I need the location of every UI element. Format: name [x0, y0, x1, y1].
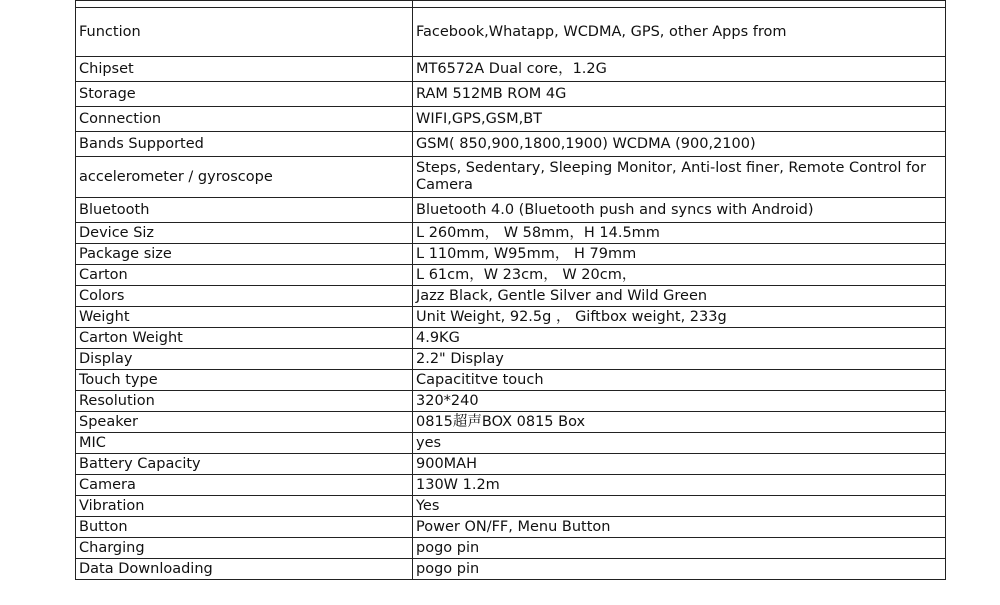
spec-value: L 61cm，W 23cm， W 20cm，: [413, 265, 946, 286]
spec-key: Charging: [76, 538, 413, 559]
spec-key: MIC: [76, 433, 413, 454]
spec-value: L 110mm, W95mm， H 79mm: [413, 244, 946, 265]
table-row: [76, 475, 946, 496]
spec-key: Chipset: [76, 57, 413, 82]
spec-value: 900MAH: [413, 454, 946, 475]
table-row: [76, 1, 946, 8]
table-row: [76, 328, 946, 349]
spec-value: Facebook,Whatapp, WCDMA, GPS, other Apps from: [413, 8, 946, 57]
spec-key: Speaker: [76, 412, 413, 433]
spec-table: [75, 0, 946, 580]
table-row: [76, 433, 946, 454]
table-row: [76, 8, 946, 57]
table-row: [76, 286, 946, 307]
spec-value: pogo pin: [413, 538, 946, 559]
table-row: [76, 57, 946, 82]
spec-key: Display: [76, 349, 413, 370]
spec-key: Connection: [76, 107, 413, 132]
spec-value: Steps, Sedentary, Sleeping Monitor, Anti-lost finer, Remote Control for Camera: [413, 157, 946, 198]
table-row: [76, 198, 946, 223]
spec-key: Bands Supported: [76, 132, 413, 157]
empty-cell: [76, 1, 413, 8]
table-row: [76, 223, 946, 244]
spec-key: Resolution: [76, 391, 413, 412]
spec-value: GSM( 850,900,1800,1900) WCDMA (900,2100): [413, 132, 946, 157]
spec-key: Colors: [76, 286, 413, 307]
spec-key: Camera: [76, 475, 413, 496]
spec-value: yes: [413, 433, 946, 454]
spec-value: Unit Weight, 92.5g ， Giftbox weight, 233g: [413, 307, 946, 328]
table-row: [76, 538, 946, 559]
table-row: [76, 370, 946, 391]
spec-value: 2.2" Display: [413, 349, 946, 370]
table-row: [76, 391, 946, 412]
table-row: [76, 157, 946, 198]
spec-key: Device Siz: [76, 223, 413, 244]
table-row: [76, 244, 946, 265]
spec-value: Yes: [413, 496, 946, 517]
spec-value: MT6572A Dual core，1.2G: [413, 57, 946, 82]
spec-value: pogo pin: [413, 559, 946, 580]
spec-value: Bluetooth 4.0 (Bluetooth push and syncs with Android): [413, 198, 946, 223]
table-row: [76, 517, 946, 538]
empty-cell: [413, 1, 946, 8]
spec-value: Jazz Black, Gentle Silver and Wild Green: [413, 286, 946, 307]
spec-value: Capacititve touch: [413, 370, 946, 391]
spec-key: Function: [76, 8, 413, 57]
spec-value: WIFI,GPS,GSM,BT: [413, 107, 946, 132]
table-row: [76, 132, 946, 157]
spec-key: accelerometer / gyroscope: [76, 157, 413, 198]
spec-key: Carton Weight: [76, 328, 413, 349]
spec-key: Touch type: [76, 370, 413, 391]
spec-value: 130W 1.2m: [413, 475, 946, 496]
table-row: [76, 559, 946, 580]
spec-value: 0815超声BOX 0815 Box: [413, 412, 946, 433]
spec-key: Battery Capacity: [76, 454, 413, 475]
spec-key: Carton: [76, 265, 413, 286]
table-row: [76, 349, 946, 370]
spec-value: Power ON/FF, Menu Button: [413, 517, 946, 538]
spec-key: Vibration: [76, 496, 413, 517]
spec-key: Button: [76, 517, 413, 538]
spec-value: 4.9KG: [413, 328, 946, 349]
spec-key: Storage: [76, 82, 413, 107]
table-row: [76, 265, 946, 286]
table-row: [76, 496, 946, 517]
spec-key: Weight: [76, 307, 413, 328]
spec-key: Bluetooth: [76, 198, 413, 223]
table-row: [76, 82, 946, 107]
table-row: [76, 107, 946, 132]
table-row: [76, 412, 946, 433]
spec-value: L 260mm， W 58mm，H 14.5mm: [413, 223, 946, 244]
table-row: [76, 454, 946, 475]
spec-key: Data Downloading: [76, 559, 413, 580]
spec-value: RAM 512MB ROM 4G: [413, 82, 946, 107]
spec-value: 320*240: [413, 391, 946, 412]
table-row: [76, 307, 946, 328]
spec-key: Package size: [76, 244, 413, 265]
